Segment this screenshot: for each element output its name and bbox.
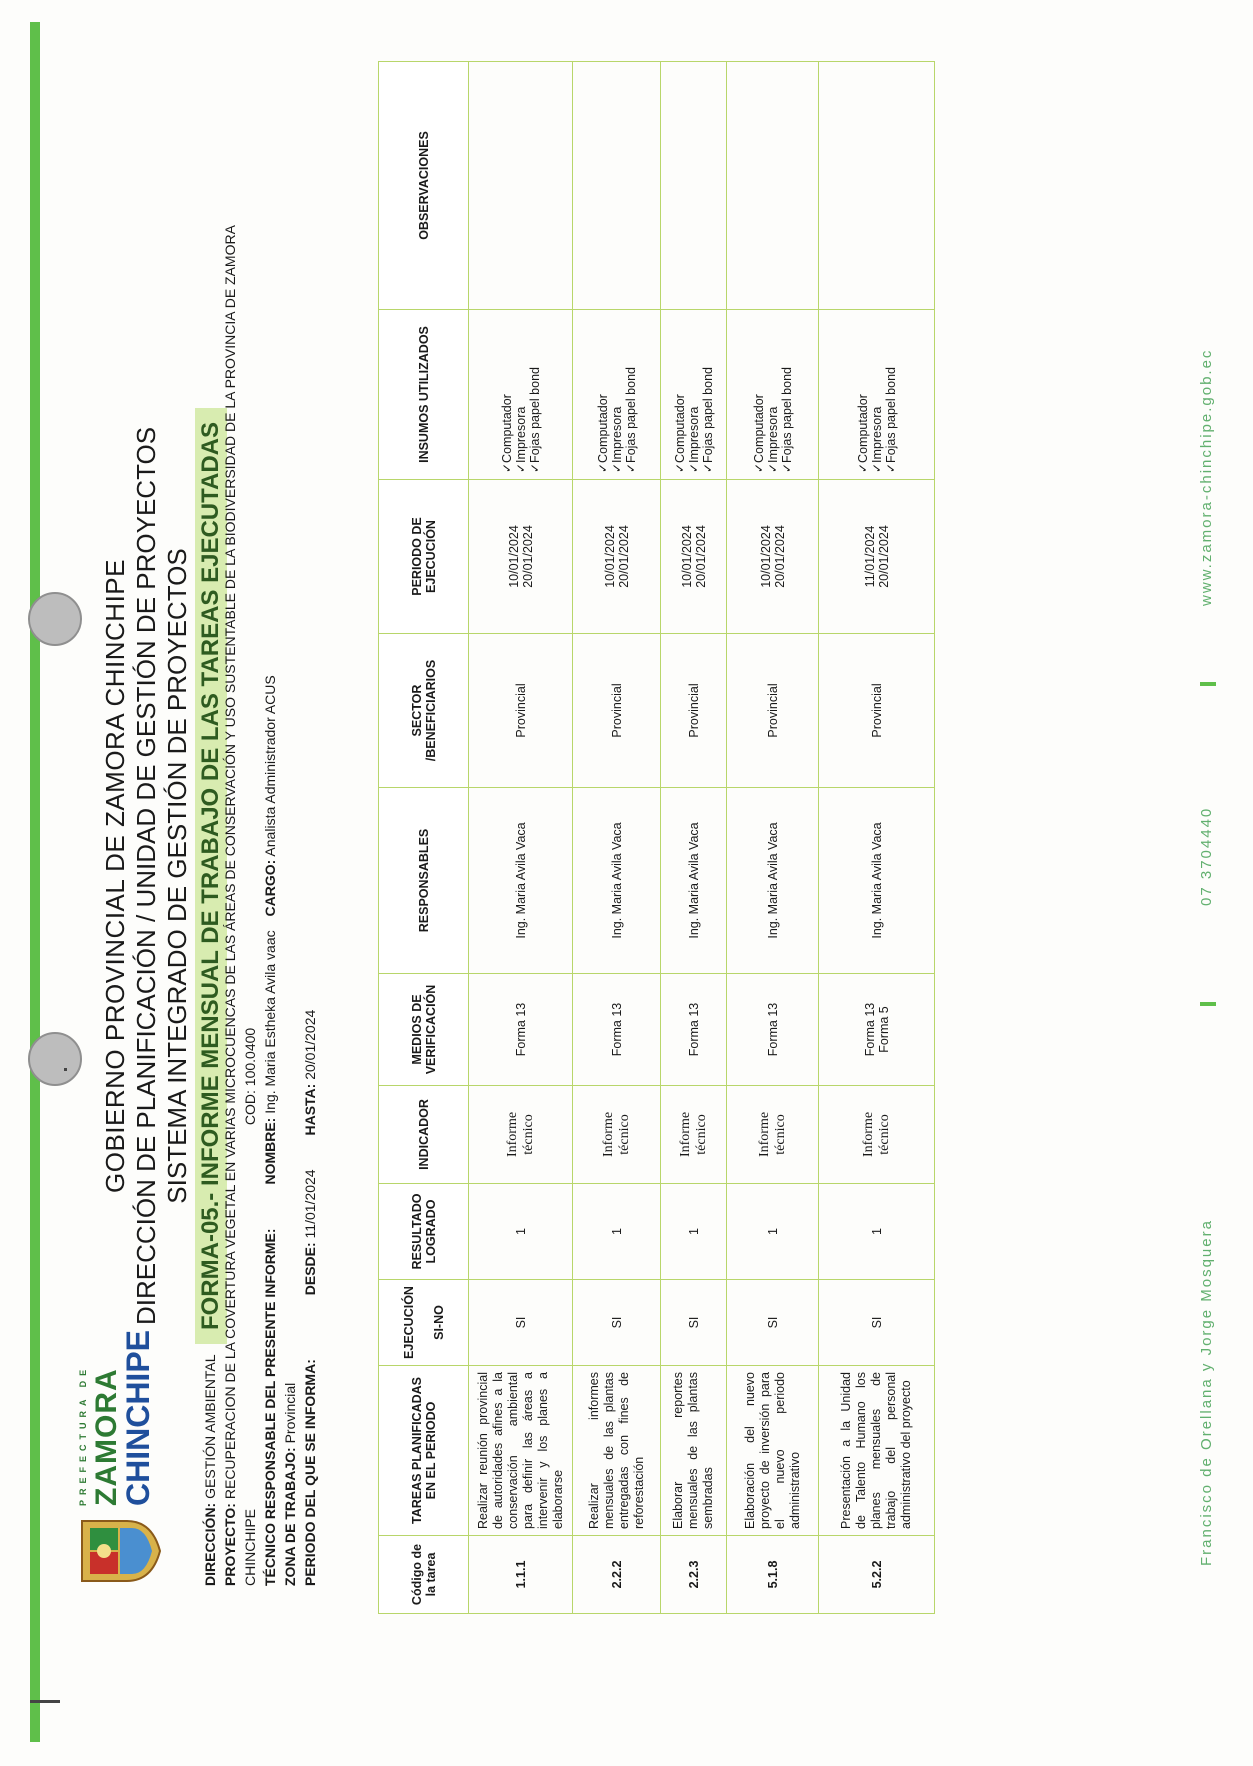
cod-value: COD: 100.0400 xyxy=(242,1027,258,1126)
insumo-item: Fojas papel bond xyxy=(623,367,638,463)
cell-periodo xyxy=(469,480,573,634)
cell-responsable: Ing. Maria Avila Vaca xyxy=(819,788,935,974)
brand-prefix: PREFECTURA DE xyxy=(78,1364,88,1506)
table-header-row xyxy=(379,62,469,1614)
cell-indicador-line2: técnico xyxy=(520,1114,536,1155)
cell-medios-line1: Forma 13 xyxy=(609,1002,624,1057)
table-row xyxy=(819,62,935,1614)
cell-observaciones xyxy=(573,62,661,310)
cell-periodo-end: 20/01/2024 xyxy=(772,525,787,588)
insumo-item: Fojas papel bond xyxy=(527,367,542,463)
cell-resultado: 1 xyxy=(573,1184,661,1280)
periodo-row xyxy=(300,1010,320,1586)
scan-speck xyxy=(64,1068,67,1071)
cell-indicador-line1: Informe xyxy=(860,1111,876,1158)
insumo-item: Computador xyxy=(751,394,766,463)
cell-sector: Provincial xyxy=(573,634,661,788)
proyecto-label: PROYECTO: xyxy=(222,1503,238,1586)
document-header xyxy=(100,346,227,1406)
insumo-item: Impresora xyxy=(609,406,624,463)
zona-value: Provincial xyxy=(282,1382,298,1444)
col-header-codigo: Código de la tarea xyxy=(379,1536,469,1614)
cell-medios xyxy=(819,974,935,1086)
cell-indicador-line1: Informe xyxy=(600,1111,616,1158)
cell-observaciones xyxy=(469,62,573,310)
zona-label: ZONA DE TRABAJO: xyxy=(282,1447,298,1586)
periodo-label: PERIODO DEL QUE SE INFORMA: xyxy=(302,1359,318,1586)
cell-codigo: 1.1.1 xyxy=(469,1536,573,1614)
insumo-item: Fojas papel bond xyxy=(883,367,898,463)
cell-observaciones xyxy=(819,62,935,310)
direccion-row xyxy=(200,1354,220,1586)
cell-indicador-line2: técnico xyxy=(616,1114,632,1155)
insumo-item: Fojas papel bond xyxy=(779,367,794,463)
col-header-ejecucion-title: EJECUCIÓN xyxy=(401,1286,416,1359)
check-icon: ✓ xyxy=(499,462,514,473)
cell-indicador-line2: técnico xyxy=(772,1114,788,1155)
cell-periodo-end: 20/01/2024 xyxy=(693,525,708,588)
cell-sino: SI xyxy=(573,1280,661,1366)
col-header-sino: SI-NO xyxy=(431,1305,446,1340)
tecnico-row xyxy=(260,675,280,1586)
cell-sino: SI xyxy=(819,1280,935,1366)
footer-phone: 07 3704440 xyxy=(1198,806,1215,906)
zona-row xyxy=(280,1383,300,1586)
footer-website: www.zamora-chinchipe.gob.ec xyxy=(1198,348,1215,606)
cell-periodo xyxy=(727,480,819,634)
cell-responsable: Ing. Maria Avila Vaca xyxy=(661,788,727,974)
col-header-resultado: RESULTADO LOGRADO xyxy=(379,1184,469,1280)
cell-sector: Provincial xyxy=(819,634,935,788)
hasta-value: 20/01/2024 xyxy=(302,1009,318,1080)
check-icon: ✓ xyxy=(855,462,870,473)
desde-value: 11/01/2024 xyxy=(302,1169,318,1239)
cell-tarea: Realizar informes mensuales de las plantas entregadas con fines de reforestación xyxy=(573,1366,661,1536)
header-title-3: SISTEMA INTEGRADO DE GESTIÓN DE PROYECTOS xyxy=(162,548,192,1204)
cell-indicador-line1: Informe xyxy=(504,1111,520,1158)
col-header-observaciones: OBSERVACIONES xyxy=(379,62,469,310)
cell-indicador-line2: técnico xyxy=(876,1114,892,1155)
cell-medios xyxy=(661,974,727,1086)
cell-indicador-line1: Informe xyxy=(677,1111,693,1158)
direccion-label: DIRECCIÓN: xyxy=(202,1502,218,1586)
check-icon: ✓ xyxy=(623,462,638,473)
cell-periodo xyxy=(573,480,661,634)
cell-indicador xyxy=(727,1086,819,1184)
cell-periodo-start: 10/01/2024 xyxy=(679,525,694,588)
proyecto-row-2 xyxy=(240,1028,260,1586)
cell-medios-line1: Forma 13 xyxy=(686,1002,701,1057)
cell-periodo xyxy=(661,480,727,634)
cell-codigo: 2.2.3 xyxy=(661,1536,727,1614)
cell-medios-line2: Forma 5 xyxy=(876,1006,891,1053)
footer-separator xyxy=(1200,1002,1216,1006)
cell-periodo-start: 11/01/2024 xyxy=(862,525,877,588)
insumo-item: Fojas papel bond xyxy=(700,367,715,463)
cell-sino: SI xyxy=(727,1280,819,1366)
cell-tarea: Elaboración del nuevo proyecto de inversión para el nuevo periodo administrativo xyxy=(727,1366,819,1536)
cell-codigo: 2.2.2 xyxy=(573,1536,661,1614)
check-icon: ✓ xyxy=(751,462,766,473)
check-icon: ✓ xyxy=(672,462,687,473)
cell-insumos xyxy=(573,310,661,480)
brand-name-zamora: ZAMORA xyxy=(90,1368,123,1506)
insumo-item: Impresora xyxy=(686,406,701,463)
cargo-label: CARGO: xyxy=(262,859,278,917)
col-header-tareas: TAREAS PLANIFICADAS EN EL PERIODO xyxy=(379,1366,469,1536)
check-icon: ✓ xyxy=(527,462,542,473)
cell-resultado: 1 xyxy=(661,1184,727,1280)
check-icon: ✓ xyxy=(700,462,715,473)
punch-hole-right xyxy=(28,592,82,646)
cell-tarea: Presentación a la Unidad de Talento Humano los planes mensuales de trabajo del personal administrativo del proyecto xyxy=(819,1366,935,1536)
cell-indicador xyxy=(469,1086,573,1184)
check-icon: ✓ xyxy=(883,462,898,473)
cell-medios-line1: Forma 13 xyxy=(765,1002,780,1057)
col-header-ejecucion xyxy=(379,1280,469,1366)
insumo-item: Impresora xyxy=(765,406,780,463)
header-title-1: GOBIERNO PROVINCIAL DE ZAMORA CHINCHIPE xyxy=(100,559,130,1193)
col-header-periodo: PERIODO DE EJECUCIÓN xyxy=(379,480,469,634)
check-icon: ✓ xyxy=(595,462,610,473)
table-row xyxy=(573,62,661,1614)
cell-indicador-line1: Informe xyxy=(756,1111,772,1158)
insumo-item: Impresora xyxy=(869,406,884,463)
cell-periodo-end: 20/01/2024 xyxy=(616,525,631,588)
check-icon: ✓ xyxy=(765,462,780,473)
nombre-value: Ing. Maria Estheka Avila vaac xyxy=(262,930,278,1114)
cell-sector: Provincial xyxy=(727,634,819,788)
cell-observaciones xyxy=(727,62,819,310)
cell-observaciones xyxy=(661,62,727,310)
cell-resultado: 1 xyxy=(469,1184,573,1280)
cell-sector: Provincial xyxy=(469,634,573,788)
cell-tarea: Realizar reunión provincial de autoridades afines a la conservación ambiental para definir las áreas a intervenir y los planes a elaborarse xyxy=(469,1366,573,1536)
desde-label: DESDE: xyxy=(302,1242,318,1296)
cell-medios xyxy=(573,974,661,1086)
col-header-medios: MEDIOS DE VERIFICACIÓN xyxy=(379,974,469,1086)
coat-of-arms-icon xyxy=(72,1516,162,1586)
form-title: FORMA-05.- INFORME MENSUAL DE TRABAJO DE LAS TAREAS EJECUTADAS xyxy=(195,408,227,1344)
cell-sector: Provincial xyxy=(661,634,727,788)
cell-responsable: Ing. Maria Avila Vaca xyxy=(469,788,573,974)
cell-responsable: Ing. Maria Avila Vaca xyxy=(573,788,661,974)
cargo-value: Analista Administrador ACUS xyxy=(262,675,278,857)
cell-indicador xyxy=(573,1086,661,1184)
cell-periodo xyxy=(819,480,935,634)
cell-periodo-start: 10/01/2024 xyxy=(602,525,617,588)
insumo-item: Impresora xyxy=(513,406,528,463)
insumo-item: Computador xyxy=(672,394,687,463)
check-icon: ✓ xyxy=(779,462,794,473)
cell-periodo-end: 20/01/2024 xyxy=(520,525,535,588)
scan-speck xyxy=(30,1700,60,1703)
cell-resultado: 1 xyxy=(819,1184,935,1280)
check-icon: ✓ xyxy=(686,462,701,473)
footer-separator xyxy=(1200,682,1216,686)
direccion-value: GESTIÓN AMBIENTAL xyxy=(202,1354,218,1499)
cell-sino: SI xyxy=(661,1280,727,1366)
hasta-label: HASTA: xyxy=(302,1083,318,1136)
cell-indicador xyxy=(661,1086,727,1184)
check-icon: ✓ xyxy=(609,462,624,473)
cell-codigo: 5.1.8 xyxy=(727,1536,819,1614)
header-title-2: DIRECCIÓN DE PLANIFICACIÓN / UNIDAD DE GESTIÓN DE PROYECTOS xyxy=(131,426,161,1326)
cell-insumos xyxy=(819,310,935,480)
table-row xyxy=(469,62,573,1614)
cell-indicador xyxy=(819,1086,935,1184)
col-header-indicador: INDICADOR xyxy=(379,1086,469,1184)
cell-responsable: Ing. Maria Avila Vaca xyxy=(727,788,819,974)
tasks-table xyxy=(378,61,935,1614)
col-header-sector: SECTOR /BENEFICIARIOS xyxy=(379,634,469,788)
tecnico-label: TÉCNICO RESPONSABLE DEL PRESENTE INFORME: xyxy=(262,1228,278,1586)
proyecto-row xyxy=(220,225,240,1586)
cell-tarea: Elaborar reportes mensuales de las plantas sembradas xyxy=(661,1366,727,1536)
cell-insumos xyxy=(469,310,573,480)
cell-medios-line1: Forma 13 xyxy=(862,1002,877,1057)
cell-medios-line1: Forma 13 xyxy=(513,1002,528,1057)
cell-codigo: 5.2.2 xyxy=(819,1536,935,1614)
cell-resultado: 1 xyxy=(727,1184,819,1280)
cell-periodo-end: 20/01/2024 xyxy=(876,525,891,588)
check-icon: ✓ xyxy=(869,462,884,473)
cell-insumos xyxy=(727,310,819,480)
col-header-insumos: INSUMOS UTILIZADOS xyxy=(379,310,469,480)
punch-hole-left xyxy=(28,1032,82,1086)
check-icon: ✓ xyxy=(513,462,528,473)
footer-address: Francisco de Orellana y Jorge Mosquera xyxy=(1198,1219,1215,1566)
insumo-item: Computador xyxy=(595,394,610,463)
cell-medios xyxy=(727,974,819,1086)
proyecto-value-2: CHINCHIPE xyxy=(242,1508,258,1586)
proyecto-value: RECUPERACION DE LA COVERTURA VEGETAL EN VARIAS MICROCUENCAS DE LAS ÁREAS DE CONSERVACIÓN Y USO SUSTENTABLE DE LA BIODIVERSIDAD DE LA PROVINCIA DE ZAMORA xyxy=(222,225,238,1500)
cell-indicador-line2: técnico xyxy=(693,1114,709,1155)
insumo-item: Computador xyxy=(855,394,870,463)
cell-periodo-start: 10/01/2024 xyxy=(758,525,773,588)
brand-name-chinchipe: CHINCHIPE xyxy=(120,1329,156,1506)
cell-sino: SI xyxy=(469,1280,573,1366)
table-row xyxy=(727,62,819,1614)
table-row xyxy=(661,62,727,1614)
insumo-item: Computador xyxy=(499,394,514,463)
cell-periodo-start: 10/01/2024 xyxy=(506,525,521,588)
cell-insumos xyxy=(661,310,727,480)
col-header-responsables: RESPONSABLES xyxy=(379,788,469,974)
cell-medios xyxy=(469,974,573,1086)
nombre-label: NOMBRE: xyxy=(262,1117,278,1185)
